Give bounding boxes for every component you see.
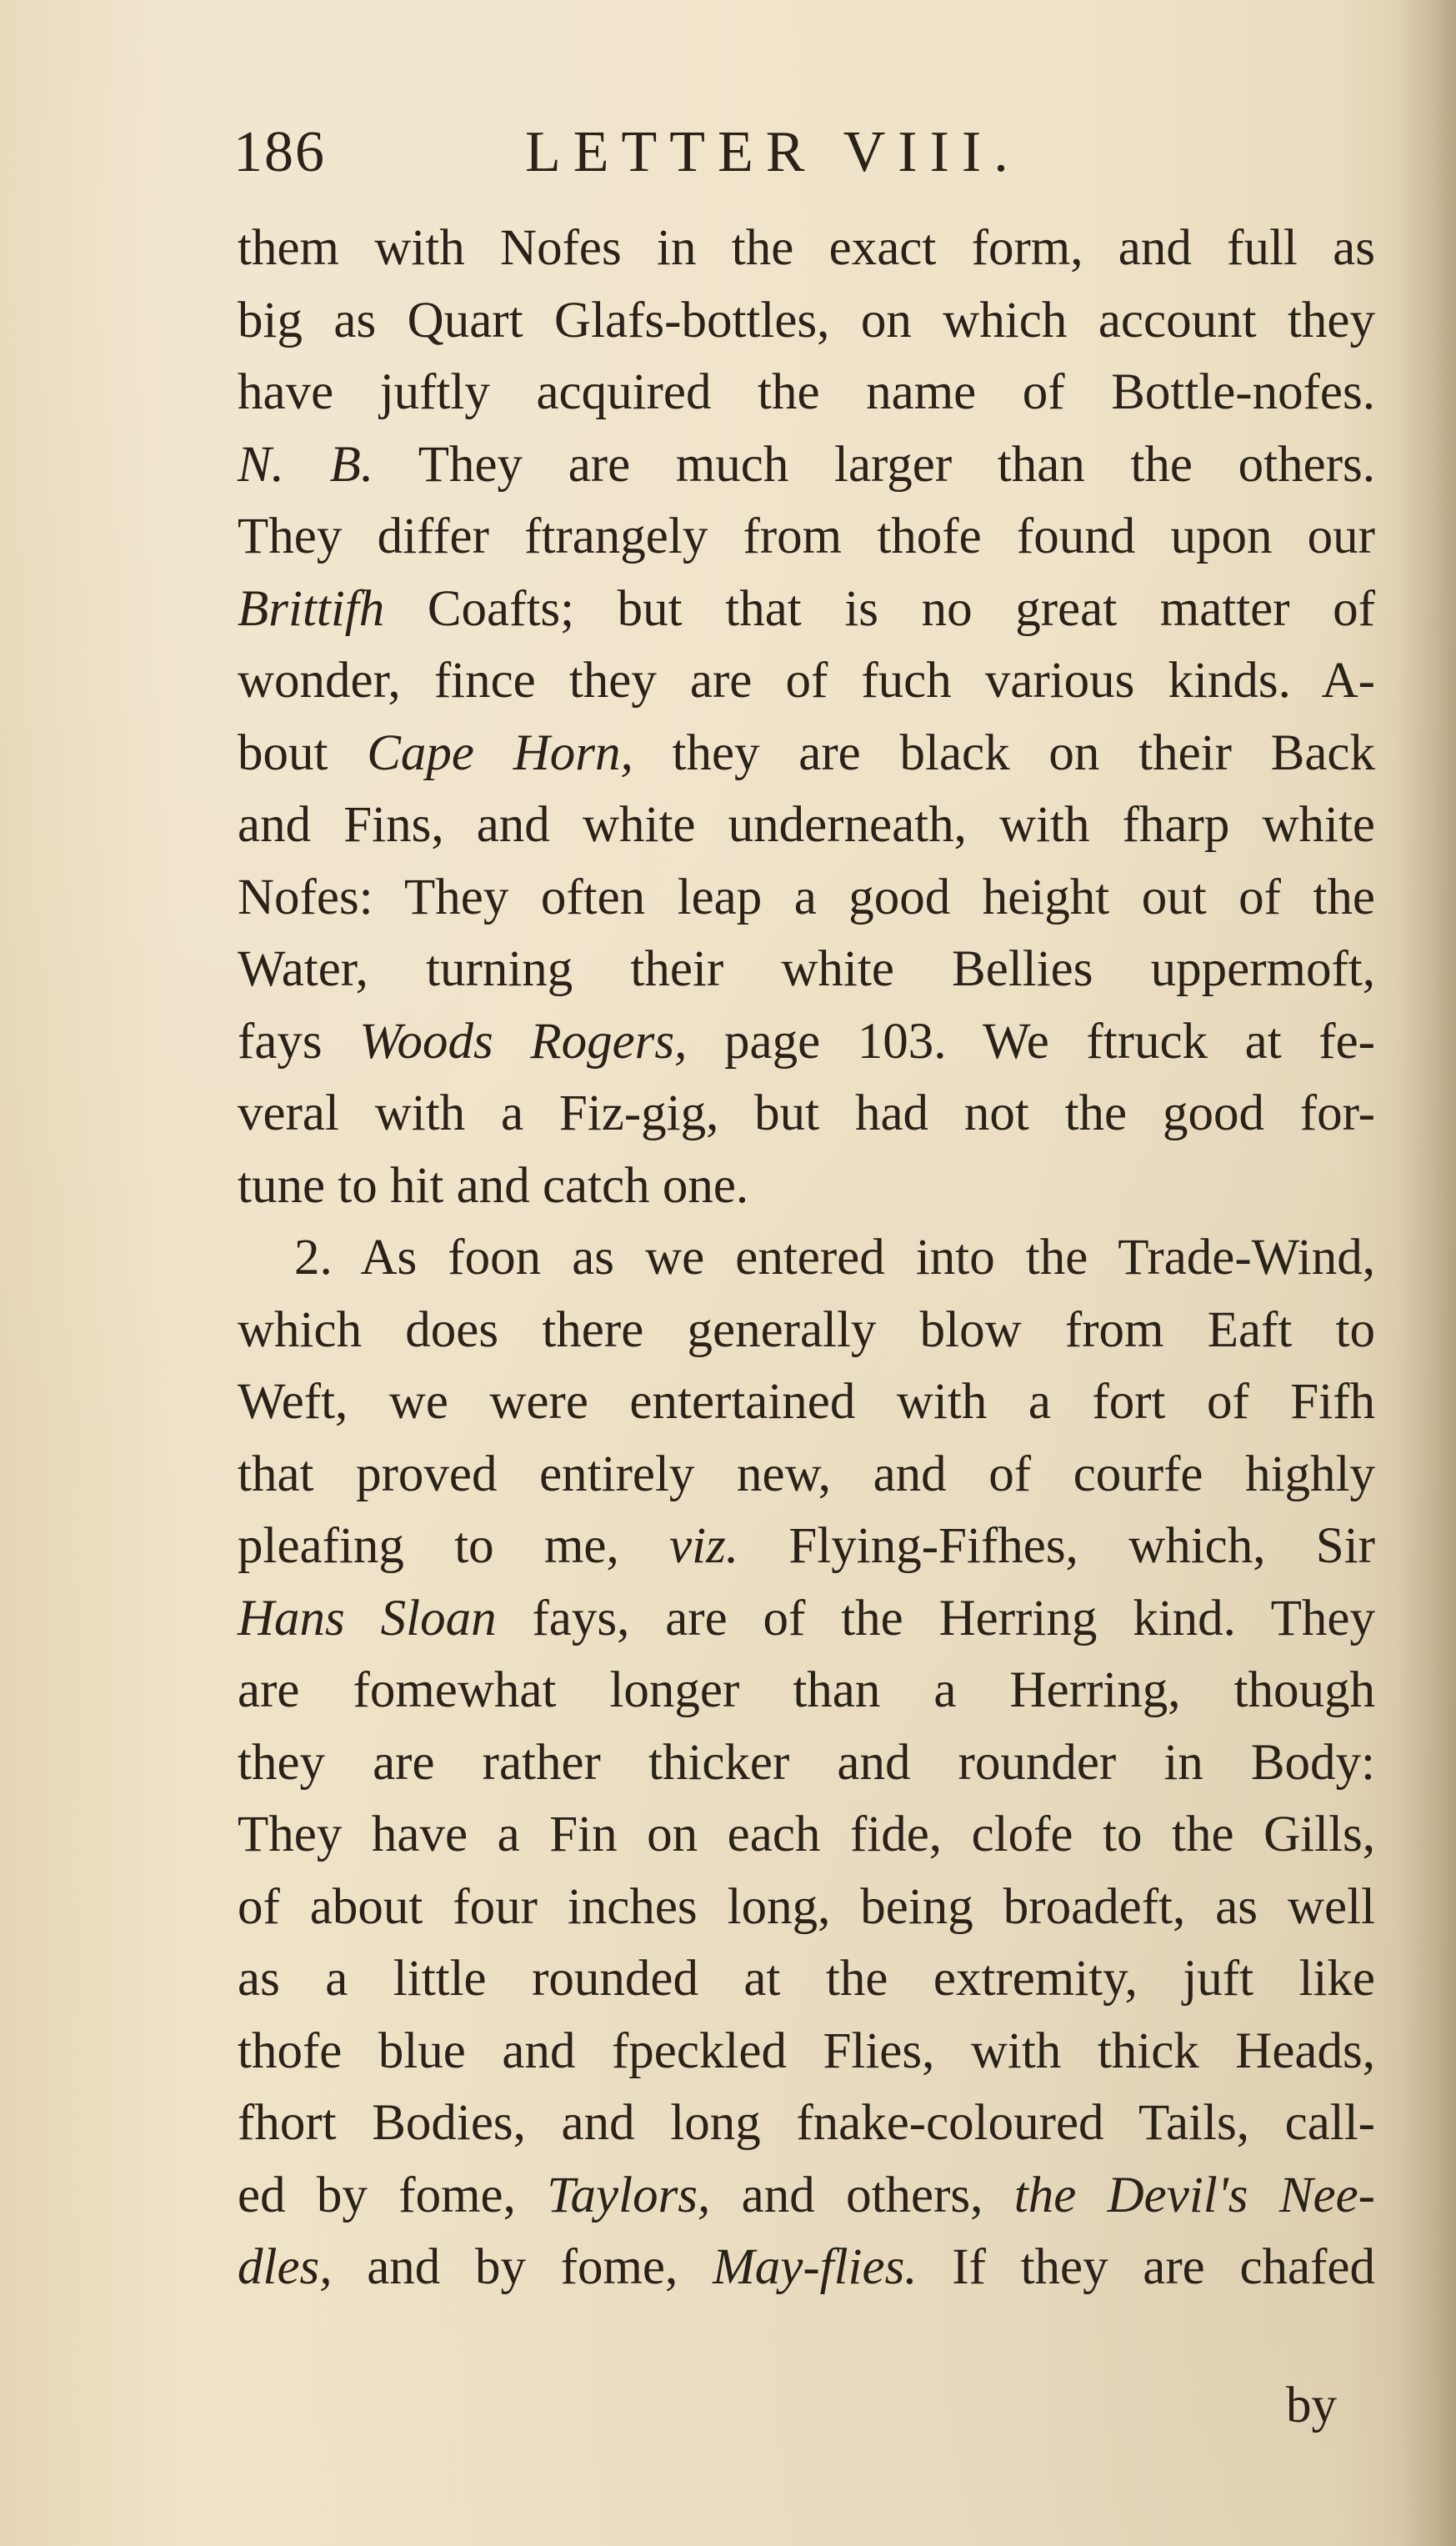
text-span: that proved entirely new, and of courfe highly bbox=[238, 1446, 1375, 1502]
text-line bbox=[238, 501, 1375, 574]
text-line bbox=[238, 1727, 1375, 1800]
text-span: as a little rounded at the extremity, juft like bbox=[238, 1951, 1375, 2007]
body-text bbox=[238, 213, 1375, 2304]
text-line bbox=[238, 357, 1375, 429]
italic-text: dles, bbox=[238, 2239, 333, 2295]
text-span: Coafts; but that is no great matter of bbox=[384, 580, 1375, 637]
text-span: fays bbox=[238, 1013, 360, 1070]
text-span: wonder, fince they are of fuch various kinds. A- bbox=[238, 653, 1375, 709]
italic-text: viz. bbox=[669, 1518, 739, 1574]
text-span: big as Quart Glafs-bottles, on which account they bbox=[238, 292, 1375, 348]
text-line bbox=[238, 1799, 1375, 1872]
text-line bbox=[238, 574, 1375, 646]
text-span: Water, turning their white Bellies uppermoft, bbox=[238, 941, 1375, 997]
text-span: Weft, we were entertained with a fort of Fifh bbox=[238, 1374, 1375, 1430]
text-line bbox=[238, 645, 1375, 718]
text-span: have juftly acquired the name of Bottle-nofes. bbox=[238, 364, 1375, 420]
text-span: If they are chafed bbox=[917, 2239, 1375, 2295]
text-span: tune to hit and catch one. bbox=[238, 1157, 749, 1214]
italic-text: Woods Rogers, bbox=[359, 1013, 688, 1070]
text-span: bout bbox=[238, 724, 368, 781]
text-span: They differ ftrangely from thofe found upon our bbox=[238, 509, 1375, 564]
text-span: are fomewhat longer than a Herring, though bbox=[238, 1662, 1375, 1718]
text-line bbox=[238, 1222, 1375, 1295]
text-span: veral with a Fiz-gig, but had not the good for- bbox=[238, 1085, 1375, 1141]
page-number: 186 bbox=[233, 120, 326, 184]
text-span: Nofes: They often leap a good height out of the bbox=[238, 869, 1375, 925]
text-line bbox=[238, 1078, 1375, 1150]
text-line bbox=[238, 1872, 1375, 1944]
text-line bbox=[238, 285, 1375, 358]
text-line bbox=[238, 862, 1375, 935]
text-line bbox=[238, 1366, 1375, 1439]
text-span: pleafing to me, bbox=[238, 1518, 670, 1574]
text-span: 2. As foon as we entered into the Trade-Wind, bbox=[294, 1230, 1375, 1286]
text-span: fays, are of the Herring kind. They bbox=[496, 1590, 1375, 1646]
text-span: they are black on their Back bbox=[633, 724, 1375, 781]
text-line bbox=[238, 789, 1375, 862]
text-span: They have a Fin on each fide, clofe to the Gills, bbox=[238, 1807, 1375, 1862]
text-line bbox=[238, 934, 1375, 1006]
italic-text: N. B. bbox=[238, 436, 374, 493]
page-header bbox=[233, 107, 1383, 198]
text-span: of about four inches long, being broadeft, as well bbox=[238, 1878, 1375, 1935]
text-line bbox=[238, 1295, 1375, 1367]
text-span: Flying-Fifhes, which, Sir bbox=[738, 1518, 1375, 1574]
text-span: and others, bbox=[710, 2167, 1014, 2223]
text-line bbox=[238, 1655, 1375, 1727]
text-span: which does there generally blow from Eaft to bbox=[238, 1301, 1375, 1358]
text-line bbox=[238, 1439, 1375, 1511]
running-head: LETTER VIII. bbox=[525, 120, 1021, 184]
text-span: and Fins, and white underneath, with fharp white bbox=[238, 797, 1375, 853]
italic-text: the Devil's Nee- bbox=[1013, 2167, 1375, 2223]
text-span: them with Nofes in the exact form, and full as bbox=[238, 220, 1375, 276]
text-span: and by fome, bbox=[332, 2239, 713, 2295]
text-line bbox=[238, 1511, 1375, 1583]
text-line bbox=[238, 2087, 1375, 2160]
text-line bbox=[238, 1150, 1375, 1223]
text-line bbox=[238, 1943, 1375, 2016]
text-span: fhort Bodies, and long fnake-coloured Tails, call- bbox=[238, 2095, 1375, 2151]
catchword: by bbox=[1286, 2378, 1337, 2433]
italic-text: Taylors, bbox=[547, 2167, 711, 2223]
text-line bbox=[238, 718, 1375, 790]
italic-text: Brittifh bbox=[238, 580, 385, 637]
text-line bbox=[238, 1583, 1375, 1656]
text-span: page 103. We ftruck at fe- bbox=[687, 1013, 1375, 1070]
italic-text: Hans Sloan bbox=[238, 1590, 497, 1646]
text-span: They are much larger than the others. bbox=[373, 436, 1375, 493]
text-line bbox=[238, 2232, 1375, 2304]
text-line bbox=[238, 2016, 1375, 2088]
text-span: ed by fome, bbox=[238, 2167, 548, 2223]
italic-text: May-flies. bbox=[712, 2239, 918, 2295]
text-span: they are rather thicker and rounder in Body: bbox=[238, 1734, 1375, 1791]
gutter-shadow bbox=[1398, 0, 1456, 2546]
text-line bbox=[238, 429, 1375, 502]
italic-text: Cape Horn, bbox=[367, 724, 633, 781]
text-line bbox=[238, 2160, 1375, 2233]
text-line bbox=[238, 213, 1375, 285]
text-span: thofe blue and fpeckled Flies, with thick Heads, bbox=[238, 2022, 1375, 2079]
text-line bbox=[238, 1006, 1375, 1079]
